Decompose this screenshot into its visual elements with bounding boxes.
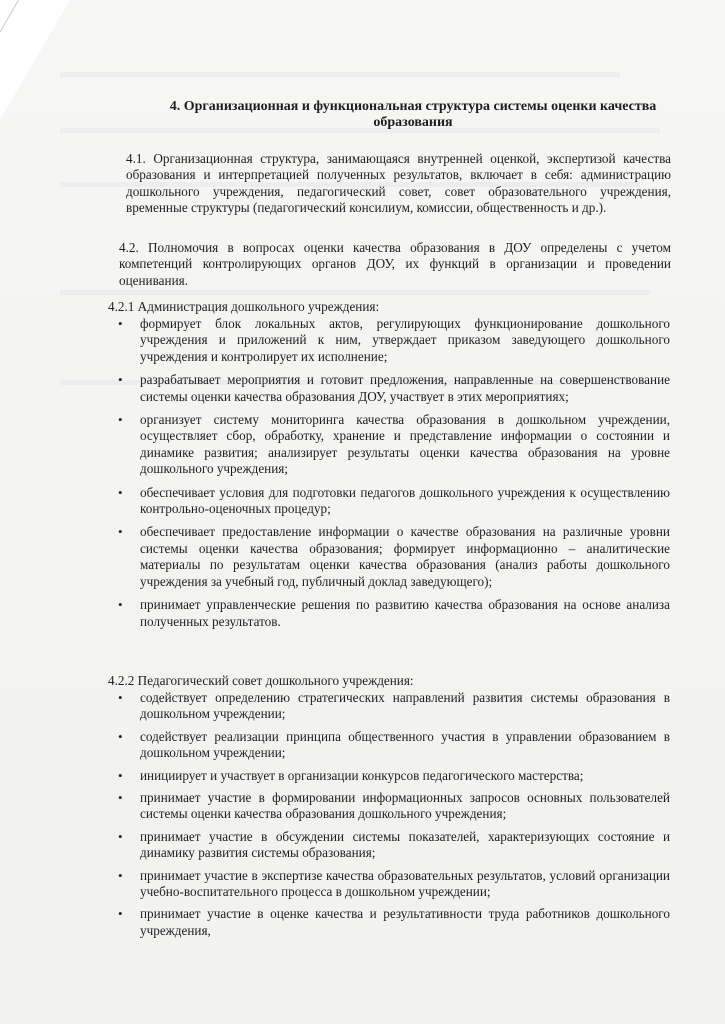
bullet-icon: • — [118, 790, 123, 806]
paragraph-4-1: 4.1. Организационная структура, занимающаяся внутренней оценкой, экспертизой качества образования и интерпретацией полученных результатов, включает в себя: администрацию дошкольного учреждения, педагогический совет, совет образовательного учреждения, временные структуры (педагогический консилиум, комиссии, общественность и др.). — [126, 151, 671, 216]
bleed-through-mark — [60, 72, 620, 77]
list-item-text: принимает участие в оценке качества и результативности труда работников дошкольного учреждения, — [140, 906, 670, 938]
list-item — [118, 768, 670, 784]
list-item — [118, 524, 670, 590]
bleed-through-mark — [60, 290, 650, 295]
list-item-text: содействует реализации принципа общественного участия в управлении образованием в дошкольном учреждении; — [140, 728, 670, 761]
bullet-icon: • — [118, 690, 123, 705]
list-item-text: обеспечивает предоставление информации о качестве образования на различные уровни системы оценки качества образования; формирует информационно – аналитические материалы по результатам оценки качества образования (анализ работы дошкольного учреждения за учебный год, публичный доклад заведующего); — [140, 524, 670, 589]
bullet-icon: • — [118, 828, 123, 844]
list-item — [118, 868, 670, 901]
bullet-icon: • — [118, 372, 123, 388]
bullet-icon: • — [118, 906, 123, 922]
bullet-icon: • — [118, 484, 123, 500]
list-item-text: формирует блок локальных актов, регулирующих функционирование дошкольного учреждения и приложений к ним, утверждает приказом заведующего дошкольного учреждения и контролирует их исполнение; — [140, 316, 670, 364]
administration-duties-list — [118, 316, 670, 637]
list-item — [118, 690, 670, 723]
list-item-text: принимает участие в экспертизе качества образовательных результатов, условий организации учебно-воспитательного процесса в дошкольном учреждении; — [140, 867, 670, 900]
bullet-icon: • — [118, 767, 123, 783]
bullet-icon: • — [118, 412, 123, 428]
list-item-text: принимает управленческие решения по развитию качества образования на основе анализа полученных результатов. — [140, 597, 670, 629]
bullet-icon: • — [118, 524, 123, 540]
list-item — [118, 597, 670, 630]
list-item — [118, 485, 670, 518]
bullet-icon: • — [118, 597, 123, 613]
council-duties-list — [118, 690, 670, 945]
paragraph-4-2: 4.2. Полномочия в вопросах оценки качества образования в ДОУ определены с учетом компетенций контролирующих органов ДОУ, их функций в организации и проведении оценивания. — [119, 240, 671, 288]
list-item — [118, 829, 670, 862]
list-item-text: инициирует и участвует в организации конкурсов педагогического мастерства; — [140, 767, 584, 783]
list-item — [118, 906, 670, 939]
list-item-text: организует систему мониторинга качества образования в дошкольном учреждении, осуществляет сбор, обработку, хранение и представление информации о состоянии и динамике развития; анализирует результаты оценки качества образования на уровне дошкольного учреждения; — [140, 412, 670, 477]
subsection-heading-pedagogical-council: 4.2.2 Педагогический совет дошкольного учреждения: — [108, 673, 414, 688]
subsection-heading-administration: 4.2.1 Администрация дошкольного учреждения: — [108, 299, 380, 314]
list-item — [118, 412, 670, 478]
list-item — [118, 790, 670, 823]
list-item — [118, 372, 670, 405]
section-title: 4. Организационная и функциональная структура системы оценки качества образования — [169, 99, 657, 130]
list-item-text: принимает участие в обсуждении системы показателей, характеризующих состояние и динамику развития системы образования; — [140, 828, 670, 861]
bullet-icon: • — [118, 316, 123, 331]
list-item — [118, 316, 670, 365]
bullet-icon: • — [118, 867, 123, 883]
list-item-text: разрабатывает мероприятия и готовит предложения, направленные на совершенствование системы оценки качества образования ДОУ, участвует в этих мероприятиях; — [140, 372, 670, 404]
list-item-text: обеспечивает условия для подготовки педагогов дошкольного учреждения к осуществлению контрольно-оценочных процедур; — [140, 484, 670, 517]
list-item — [118, 729, 670, 762]
list-item-text: содействует определению стратегических направлений развития системы образования в дошкольном учреждении; — [140, 690, 670, 722]
page-fold-corner — [0, 0, 70, 120]
bullet-icon: • — [118, 728, 123, 744]
list-item-text: принимает участие в формировании информационных запросов основных пользователей системы оценки качества образования дошкольного учреждения; — [140, 790, 670, 822]
